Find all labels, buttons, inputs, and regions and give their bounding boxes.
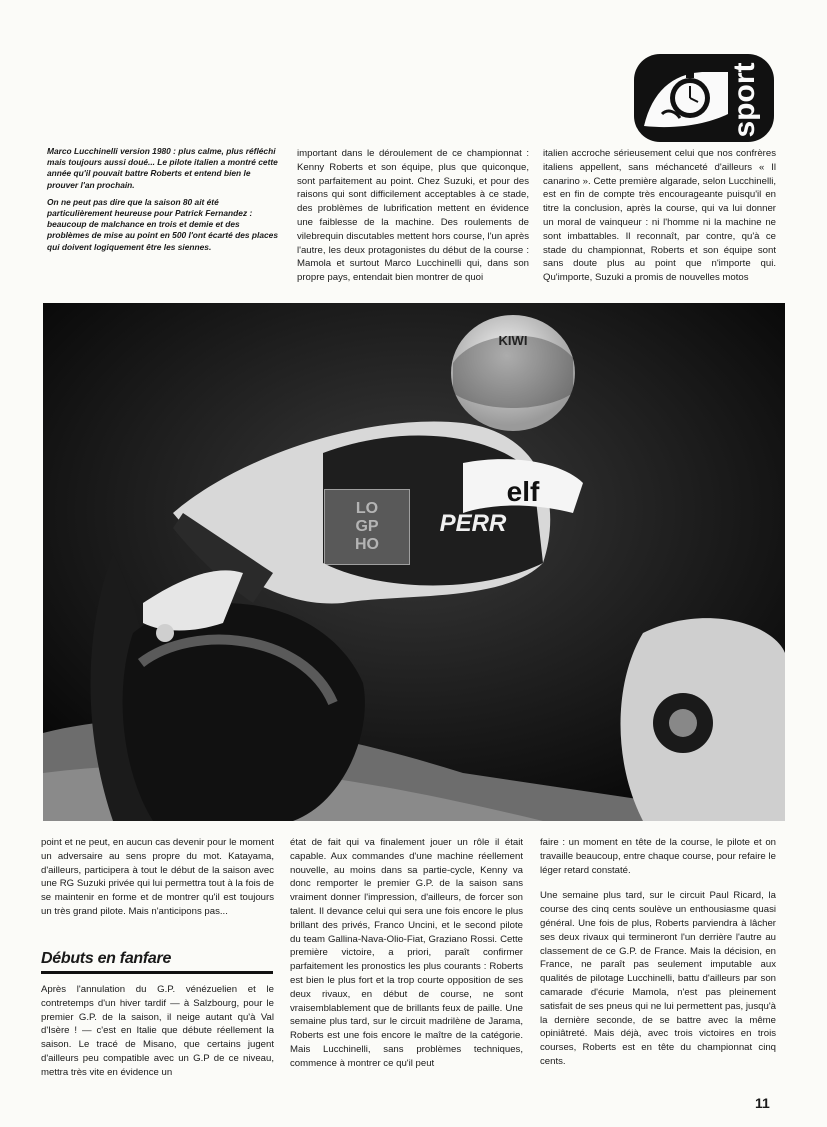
article-paragraph: Une semaine plus tard, sur le circuit Paul Ricard, la course des cinq cents soulève un enthousiasme quasi général. Une fois de plus, Roberts parviendra à lâcher ses deux rivaux qui termineront l'un derrière l'autre au classement de ce G.P. de France. Mais la décision, en France, ne paraît pas seulement imputable aux qualités de pilotage Lucchinelli, battu d'ailleurs par son camarade d'écurie Mamola, n'est pas pleinement satisfait de ses pneus qui ne lui permettent pas, jusqu'à la dernière seconde, de se battre avec la même opiniâtreté. Mais déjà, avec trois victoires en trois courses, Roberts est en tête du championnat cinq cents. (540, 890, 776, 1067)
page-number: 11 (755, 1095, 770, 1111)
bottom-middle-column (290, 836, 523, 1071)
rider-photograph (43, 303, 785, 821)
article-paragraph: italien accroche sérieusement celui que nos confrères italiens appellent, sans méchanceté d'ailleurs « Il canarino ». Cette première algarade, selon Lucchinelli, est en fin de compte très encourageante puisqu'il en titre la conclusion, après la course, qui va lui donner un moral de vainqueur : ni l'homme ni la machine ne sont imbattables. Il reconnaît, par contre, qu'à ce stade du championnat, Roberts et son équipe sont sans doute plus au point que n'importe qui. Qu'importe, Suzuki a promis de nouvelles motos (543, 148, 776, 284)
watermark-line: GP (355, 518, 379, 535)
leathers-text-2: PERR (439, 510, 507, 537)
article-paragraph: état de fait qui va finalement jouer un rôle il était capable. Aux commandes d'une machine réellement nouvelle, au moins dans sa partie-cycle, Kenny va donc remporter le premier G.P. de la saison sans vraiment donner l'impression, d'ailleurs, de forcer son talent. Il devance celui qui sera une fois encore le plus brillant des privés, Franco Uncini, et le second pilote du team Gallina-Nava-Olio-Fiat, Graziano Rossi. Cette première victoire, a priori, paraît confirmer parfaitement les pronostics les plus courants : Roberts est bien le plus fort et la trop courte opposition de ses deux rivaux, en début de course, ne sont vraisemblablement que de brillants feux de paille. Une semaine plus tard, sur le circuit madrilène de Jarama, Roberts est une fois encore le maître de la catégorie. Mais Lucchinelli, sans problèmes techniques, commence à montrer ce qu'il peut (290, 837, 523, 1069)
bottom-right-column (540, 836, 776, 1069)
logo-text: sport (728, 62, 761, 138)
caption-paragraph: Marco Lucchinelli version 1980 : plus calme, plus réfléchi mais toujours aussi doué... Le pilote italien a montré cette année qu'il pouvait battre Roberts et entend bien le prouver l'an prochain. (47, 146, 278, 190)
watermark-line: HO (355, 536, 379, 553)
article-paragraph: important dans le déroulement de ce championnat : Kenny Roberts et son équipe, plus que quiconque, sont parfaitement au point. Chez Suzuki, et pour des raisons qui sont difficilement acceptables à ce stade, des problèmes de lubrification mettent en évidence une faiblesse de la machine. Des roulements de vilebrequin discutables mettent hors course, l'un après l'autre, les deux protagonistes du début de la course : Mamola et surtout Marco Lucchinelli qui, dans son propre pays, entendait bien montrer de quoi (297, 148, 529, 284)
sport-section-logo (632, 52, 776, 144)
top-right-column (543, 147, 776, 285)
bottom-left-column (41, 836, 274, 919)
watermark-logo (324, 489, 410, 565)
top-middle-column (297, 147, 529, 285)
watermark-line: LO (355, 500, 379, 517)
caption-paragraph: On ne peut pas dire que la saison 80 ait été particulièrement heureuse pour Patrick Fernandez : beaucoup de malchance en trois et demie et des problèmes de mise au point en 500 l'ont écarté des places qui doivent logiquement être les siennes. (47, 196, 278, 252)
article-paragraph: faire : un moment en tête de la course, le pilote et on travaille beaucoup, entre chaque course, pour refaire le léger retard constaté. (540, 837, 776, 876)
helmet-brand-text: KIWI (498, 333, 528, 348)
article-paragraph: Après l'annulation du G.P. vénézuelien et le contretemps d'un hiver tardif — à Salzbourg, pour le premier G.P. de la saison, il neige autant qu'à Val d'Isère ! — c'est en Italie que débute réellement la saison. Le tracé de Misano, que certains jugent d'ailleurs peu compatible avec un G.P de ce niveau, mettra très vite en évidence un (41, 984, 274, 1078)
bottom-left-column-continued (41, 983, 274, 1080)
article-paragraph: point et ne peut, en aucun cas devenir pour le moment un adversaire au sens propre du mot. Katayama, d'ailleurs, participera à tout le début de la saison avec une RG Suzuki privée qui lui permettra tout à la fois de se maintenir en forme et de montrer qu'il est toujours un très grand pilote. Mais n'anticipons pas... (41, 837, 274, 917)
section-heading: Débuts en fanfare (41, 950, 172, 967)
heading-underline (41, 971, 273, 974)
leathers-text: elf (506, 476, 540, 507)
photo-caption (47, 146, 279, 253)
